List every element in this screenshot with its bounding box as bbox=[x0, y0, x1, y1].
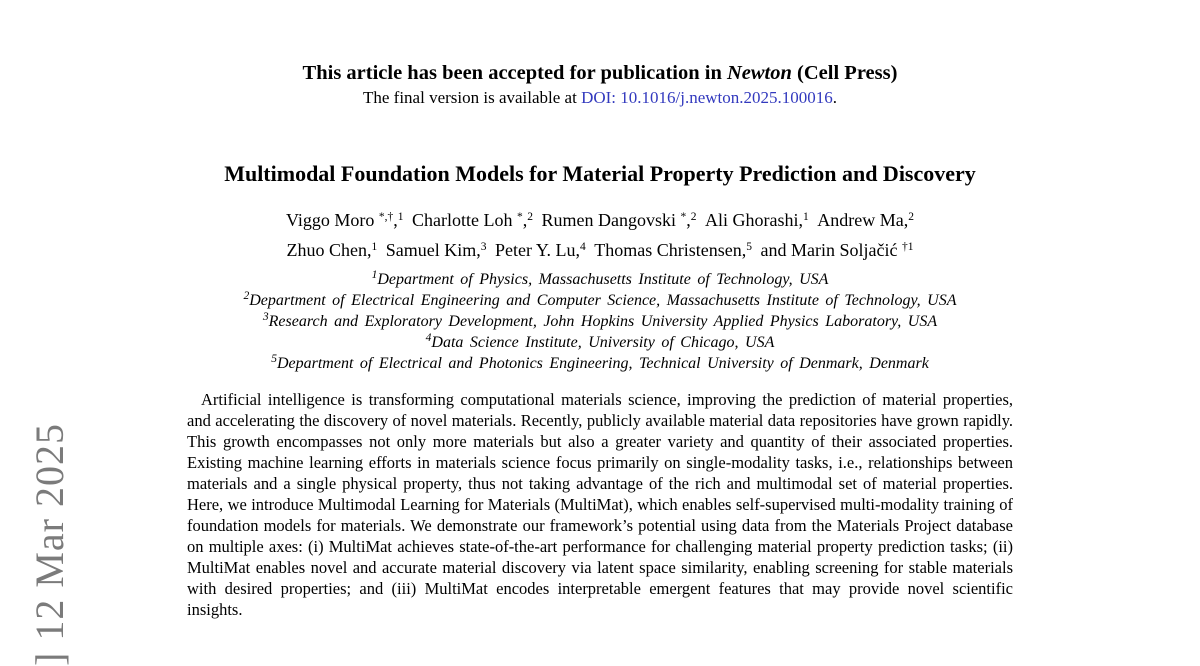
author bbox=[761, 240, 914, 260]
author-name: Andrew Ma bbox=[817, 210, 904, 230]
author-sup: 4 bbox=[580, 240, 586, 253]
author-sep: , bbox=[741, 240, 747, 260]
watermark-date: 12 Mar 2025 bbox=[27, 423, 72, 641]
author-name: Viggo Moro bbox=[285, 210, 379, 230]
author-list bbox=[187, 205, 1013, 265]
journal-name: Newton bbox=[726, 62, 792, 84]
author-name: Rumen Dangovski bbox=[541, 210, 681, 230]
acceptance-notice bbox=[187, 60, 1013, 109]
author-line-2 bbox=[187, 235, 1013, 265]
author-sep: , bbox=[476, 240, 481, 260]
author-name: Thomas Christensen bbox=[594, 240, 742, 260]
acceptance-notice-line2 bbox=[187, 87, 1013, 109]
author bbox=[705, 210, 809, 230]
notice-suffix: (Cell Press) bbox=[791, 62, 898, 84]
affiliation-list bbox=[187, 269, 1013, 374]
affiliation-text: Department of Physics, Massachusetts Institute of Technology, USA bbox=[377, 271, 829, 288]
author bbox=[386, 240, 487, 260]
author-sup: 1 bbox=[803, 210, 809, 223]
affiliation-sup: 5 bbox=[271, 352, 277, 365]
notice-period: . bbox=[832, 88, 838, 107]
author-line-1 bbox=[187, 205, 1013, 235]
notice-prefix: This article has been accepted for publication in bbox=[302, 62, 727, 84]
affiliation-sup: 2 bbox=[243, 289, 250, 302]
arxiv-date-watermark bbox=[26, 423, 73, 666]
paper-title: Multimodal Foundation Models for Material Property Prediction and Discovery bbox=[224, 161, 976, 186]
author-sup: 1 bbox=[397, 210, 404, 223]
author bbox=[817, 210, 914, 230]
watermark-bracket: ] bbox=[27, 640, 72, 666]
author-sep: , bbox=[575, 240, 581, 260]
author-sup: †1 bbox=[901, 240, 914, 253]
paper-content bbox=[187, 0, 1013, 620]
author-sup: * bbox=[517, 210, 523, 223]
author-sup: 3 bbox=[480, 240, 487, 253]
author-sup: 2 bbox=[690, 210, 697, 223]
affiliation-3 bbox=[187, 311, 1013, 332]
author-name: Ali Ghorashi bbox=[705, 210, 799, 230]
affiliation-text: Department of Electrical Engineering and Computer Science, Massachusetts Institute of Technology, USA bbox=[249, 292, 957, 309]
author-name: Samuel Kim bbox=[385, 240, 477, 260]
affiliation-5 bbox=[187, 353, 1013, 374]
affiliation-4 bbox=[187, 332, 1013, 353]
affiliation-sup: 1 bbox=[371, 268, 378, 281]
author-sep: , bbox=[686, 210, 691, 230]
affiliation-text: Data Science Institute, University of Chicago, USA bbox=[431, 334, 775, 351]
final-version-text: The final version is available at bbox=[362, 88, 582, 107]
affiliation-sup: 4 bbox=[425, 331, 432, 344]
author bbox=[542, 210, 697, 230]
acceptance-notice-line1 bbox=[187, 60, 1013, 87]
author-sup: 5 bbox=[746, 240, 752, 253]
author-sup: 1 bbox=[371, 240, 378, 253]
author bbox=[594, 240, 752, 260]
author-sep: , bbox=[798, 210, 804, 230]
author-sup: * bbox=[680, 210, 687, 223]
author-sep: , bbox=[903, 210, 909, 230]
author-sep: , bbox=[522, 210, 528, 230]
author bbox=[495, 240, 586, 260]
author-sup: 2 bbox=[527, 210, 534, 223]
author-sup: *,† bbox=[378, 210, 394, 223]
author-sup: 2 bbox=[908, 210, 914, 223]
author-name: Zhuo Chen bbox=[286, 240, 368, 260]
abstract: Artificial intelligence is transforming computational materials science, improving the prediction of material properties, and accelerating the discovery of novel materials. Recently, publicly available material data repositories have grown rapidly. This growth encompasses not only more materials but also a greater variety and quantity of their associated properties. Existing machine learning efforts in materials science focus primarily on single-modality tasks, i.e., relationships between materials and a single physical property, thus not taking advantage of the rich and multimodal set of material properties. Here, we introduce Multimodal Learning for Materials (MultiMat), which enables self-supervised multi-modality training of foundation models for materials. We demonstrate our framework’s potential using data from the Materials Project database on multiple axes: (i) MultiMat achieves state-of-the-art performance for challenging material property prediction tasks; (ii) MultiMat enables novel and accurate material discovery via latent space similarity, enabling screening for stable materials with desired properties; and (iii) MultiMat encodes interpretable emergent features that may provide novel scientific insights. bbox=[187, 390, 1013, 619]
author-sep: , bbox=[367, 240, 372, 260]
author bbox=[286, 210, 404, 230]
author bbox=[287, 240, 378, 260]
affiliation-text: Department of Electrical and Photonics Engineering, Technical University of Denmark, Denmark bbox=[276, 355, 929, 372]
author-name: and Marin Soljačić bbox=[760, 240, 902, 260]
affiliation-2 bbox=[187, 290, 1013, 311]
affiliation-1 bbox=[187, 269, 1013, 290]
affiliation-sup: 3 bbox=[262, 310, 269, 323]
author-name: Charlotte Loh bbox=[412, 210, 518, 230]
author-sep: , bbox=[393, 210, 398, 230]
author-name: Peter Y. Lu bbox=[495, 240, 576, 260]
doi-link[interactable]: DOI: 10.1016/j.newton.2025.100016 bbox=[581, 88, 833, 107]
author bbox=[412, 210, 533, 230]
affiliation-text: Research and Exploratory Development, John Hopkins University Applied Physics Laboratory, USA bbox=[268, 313, 938, 330]
